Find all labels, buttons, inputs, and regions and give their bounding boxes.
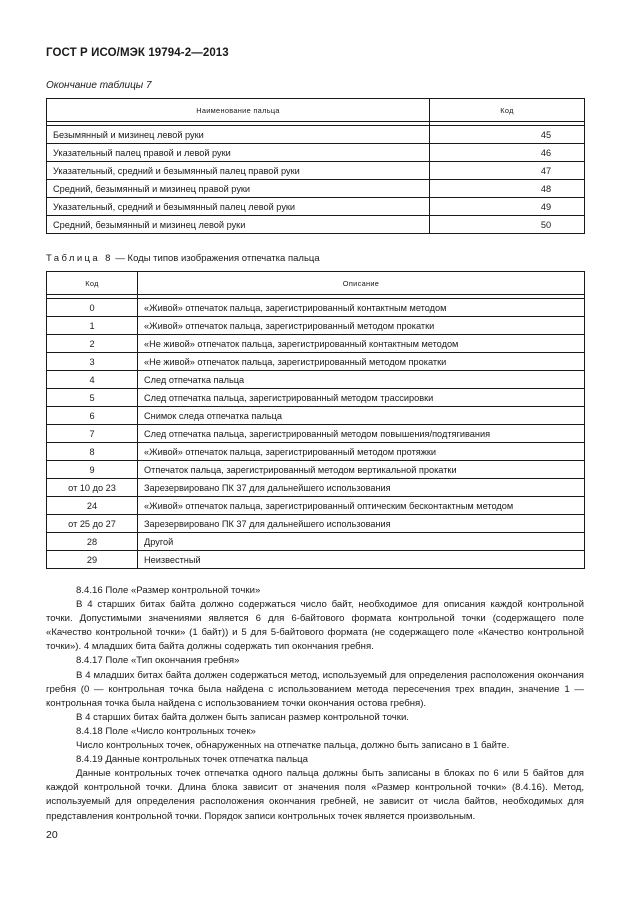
finger-code: 47 [430,162,585,180]
table-row [47,551,585,569]
table-8 [46,271,585,569]
type-code: 29 [47,551,138,569]
finger-code: 46 [430,144,585,162]
table8-header-desc: Описание [138,272,585,295]
type-desc: Неизвестный [138,551,585,569]
document-header: ГОСТ Р ИСО/МЭК 19794-2—2013 [46,47,229,59]
type-desc: «Живой» отпечаток пальца, зарегистрированный методом протяжки [138,443,585,461]
type-desc: «Живой» отпечаток пальца, зарегистрированный методом прокатки [138,317,585,335]
type-desc: «Живой» отпечаток пальца, зарегистрированный оптическим бесконтактным методом [138,497,585,515]
table-row [47,335,585,353]
finger-code: 49 [430,198,585,216]
paragraph: В 4 младших битах байта должен содержаться метод, используемый для определения расположения окончания гребня (0 — контрольная точка была найдена с использованием метода пересечения трех впадин, значение 1 — контрольная точка была найдена с использованием точки окончания остова гребня). [46,669,584,709]
type-code: 24 [47,497,138,515]
table-row [47,317,585,335]
table-row [47,299,585,317]
type-code: 1 [47,317,138,335]
table-row [47,497,585,515]
table-row [47,461,585,479]
table7-caption: Окончание таблицы 7 [46,80,152,91]
type-code: 4 [47,371,138,389]
section-heading: 8.4.19 Данные контрольных точек отпечатка пальца [76,754,308,766]
paragraph: В 4 старших битах байта должно содержаться число байт, необходимое для описания каждой контрольной точки. Допустимыми значениями является 6 для 6-байтового формата контрольной точки (содержащего поле «Качество контрольной точки» (1 байт)) и 5 для 5-байтового формата (не содержащего поле «Качество контрольной точки»). 4 младших бита байта должны содержать тип окончания гребня. [46,599,584,653]
type-code: 2 [47,335,138,353]
section-heading: 8.4.18 Поле «Число контрольных точек» [76,725,256,737]
table-row [47,515,585,533]
finger-code: 48 [430,180,585,198]
type-code: 0 [47,299,138,317]
type-desc: «Не живой» отпечаток пальца, зарегистрированный контактным методом [138,335,585,353]
table-row [47,216,585,234]
page-number: 20 [46,829,58,841]
type-desc: Снимок следа отпечатка пальца [138,407,585,425]
type-code: 8 [47,443,138,461]
type-desc: След отпечатка пальца, зарегистрированный методом трассировки [138,389,585,407]
finger-name: Средний, безымянный и мизинец левой руки [47,216,430,234]
table-row [47,425,585,443]
finger-name: Безымянный и мизинец левой руки [47,126,430,144]
body-text [46,584,584,824]
finger-code: 45 [430,126,585,144]
table-row [47,198,585,216]
table-row [47,533,585,551]
table-row [47,371,585,389]
table-row [47,443,585,461]
finger-name: Указательный, средний и безымянный палец правой руки [47,162,430,180]
type-desc: След отпечатка пальца, зарегистрированный методом повышения/подтягивания [138,425,585,443]
type-desc: Отпечаток пальца, зарегистрированный методом вертикальной прокатки [138,461,585,479]
paragraph: В 4 старших битах байта должен быть записан размер контрольной точки. [76,711,409,723]
type-code: 3 [47,353,138,371]
table8-caption-text: — Коды типов изображения отпечатка пальца [112,253,320,264]
paragraph: Данные контрольных точек отпечатка одного пальца должны быть записаны в блоках по 6 или 5 байтов для каждой контрольной точки. Длина блока зависит от значения поля «Размер контрольной точки» (8.4.16). Метод, используемый для определения расположения окончания гребней, не зависит от числа байтов, необходимых для представления контрольной точки. Порядок записи контрольных точек является произвольным. [46,768,584,822]
type-code: от 10 до 23 [47,479,138,497]
type-code: 28 [47,533,138,551]
table7-header-code: Код [430,99,585,122]
table-row [47,126,585,144]
type-code: 7 [47,425,138,443]
paragraph: Число контрольных точек, обнаруженных на отпечатке пальца, должно быть записано в 1 байте. [76,740,510,752]
table8-caption [46,253,320,264]
finger-name: Указательный, средний и безымянный палец левой руки [47,198,430,216]
type-code: 6 [47,407,138,425]
section-heading: 8.4.16 Поле «Размер контрольной точки» [76,585,261,596]
type-code: 9 [47,461,138,479]
table-row [47,479,585,497]
section-heading: 8.4.17 Поле «Тип окончания гребня» [76,655,240,667]
table-row [47,144,585,162]
type-desc: Другой [138,533,585,551]
table-row [47,389,585,407]
type-desc: «Не живой» отпечаток пальца, зарегистрированный методом прокатки [138,353,585,371]
table-row [47,407,585,425]
type-desc: Зарезервировано ПК 37 для дальнейшего использования [138,515,585,533]
type-desc: Зарезервировано ПК 37 для дальнейшего использования [138,479,585,497]
table-row [47,180,585,198]
type-desc: «Живой» отпечаток пальца, зарегистрированный контактным методом [138,299,585,317]
finger-code: 50 [430,216,585,234]
table-7 [46,98,585,234]
finger-name: Указательный палец правой и левой руки [47,144,430,162]
table-row [47,162,585,180]
finger-name: Средний, безымянный и мизинец правой руки [47,180,430,198]
table8-caption-prefix: Таблица 8 [46,253,113,264]
table-row [47,353,585,371]
table8-header-code: Код [47,272,138,295]
type-desc: След отпечатка пальца [138,371,585,389]
type-code: от 25 до 27 [47,515,138,533]
table7-header-name: Наименование пальца [47,99,430,122]
type-code: 5 [47,389,138,407]
